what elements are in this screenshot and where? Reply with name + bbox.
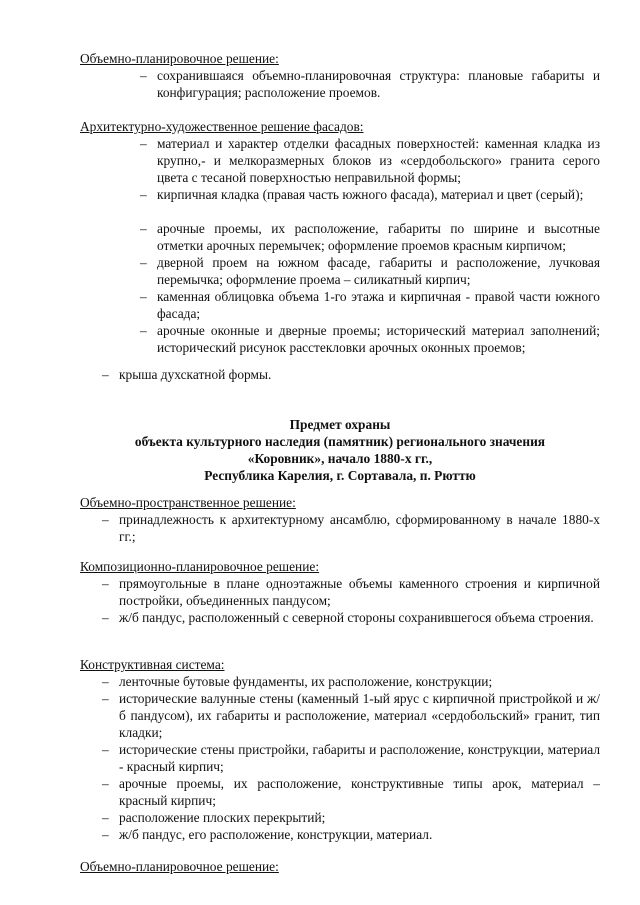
list-item-text: ж/б пандус, расположенный с северной стороны сохранившегося объема строения. bbox=[119, 610, 594, 625]
dash-bullet: – bbox=[102, 610, 109, 625]
list-item bbox=[102, 673, 600, 690]
list-item-text: ж/б пандус, его расположение, конструкции, материал. bbox=[119, 827, 433, 842]
dash-bullet: – bbox=[102, 810, 109, 825]
dash-bullet: – bbox=[102, 367, 109, 382]
list-item bbox=[140, 67, 600, 101]
list-item-text: арочные оконные и дверные проемы; исторический материал заполнений; исторический рисунок расстекловки арочных оконных проемов; bbox=[157, 323, 600, 355]
list-item-text: исторические стены пристройки, габариты и расположение, конструкции, материал - красный кирпич; bbox=[119, 742, 600, 774]
list-item bbox=[140, 322, 600, 356]
dash-bullet: – bbox=[140, 221, 147, 236]
list-item bbox=[102, 741, 600, 775]
list-item-text: арочные проемы, их расположение, габариты по ширине и высотные отметки арочных перемычек; оформление проемов красным кирпичом; bbox=[157, 221, 600, 253]
list-item-text: прямоугольные в плане одноэтажные объемы каменного строения и кирпичной постройки, объединенных пандусом; bbox=[119, 576, 600, 608]
list-item-text: ленточные бутовые фундаменты, их расположение, конструкции; bbox=[119, 674, 493, 689]
list-item bbox=[140, 254, 600, 288]
list-item bbox=[102, 809, 600, 826]
dash-bullet: – bbox=[140, 255, 147, 270]
dash-bullet: – bbox=[140, 187, 147, 202]
list-item-text: крыша духскатной формы. bbox=[119, 367, 272, 382]
list-item-text: арочные проемы, их расположение, конструктивные типы арок, материал – красный кирпич; bbox=[119, 776, 600, 808]
dash-bullet: – bbox=[102, 691, 109, 706]
dash-bullet: – bbox=[102, 776, 109, 791]
section-heading-facades: Архитектурно-художественное решение фасадов: bbox=[80, 119, 364, 134]
list-item-text: материал и характер отделки фасадных поверхностей: каменная кладка из крупно,- и мелкоразмерных блоков из «сердобольского» гранита серого цвета с тесаной поверхностью неправильной формы; bbox=[157, 136, 600, 185]
list-item bbox=[102, 609, 600, 626]
dash-bullet: – bbox=[102, 742, 109, 757]
list-item bbox=[102, 511, 600, 545]
list-item bbox=[102, 690, 600, 741]
title-line: «Коровник», начало 1880-х гг., bbox=[247, 451, 433, 466]
list-item-text: каменная облицовка объема 1-го этажа и кирпичная - правой части южного фасада; bbox=[157, 289, 600, 321]
list-item bbox=[140, 288, 600, 322]
title-line: объекта культурного наследия (памятник) регионального значения bbox=[134, 434, 546, 449]
list-item-text: сохранившаяся объемно-планировочная структура: плановые габариты и конфигурация; расположение проемов. bbox=[157, 68, 600, 100]
section-heading-volume-planning: Объемно-планировочное решение: bbox=[80, 51, 279, 66]
section-heading-structural: Конструктивная система: bbox=[80, 657, 225, 672]
list-item bbox=[102, 826, 600, 843]
list-item-text: исторические валунные стены (каменный 1-ый ярус с кирпичной пристройкой и ж/б пандусом), их габариты и расположение, материал «сердобольский» гранит, тип кладки; bbox=[119, 691, 600, 740]
list-item-text: расположение плоских перекрытий; bbox=[119, 810, 326, 825]
section-heading-spatial: Объемно-пространственное решение: bbox=[80, 495, 296, 510]
dash-bullet: – bbox=[102, 827, 109, 842]
list-item-text: кирпичная кладка (правая часть южного фасада), материал и цвет (серый); bbox=[157, 187, 584, 202]
dash-bullet: – bbox=[140, 136, 147, 151]
title-line: Республика Карелия, г. Сортавала, п. Рюттю bbox=[204, 468, 476, 483]
section-heading-volume-planning-2: Объемно-планировочное решение: bbox=[80, 859, 279, 874]
list-item bbox=[140, 186, 600, 203]
dash-bullet: – bbox=[102, 576, 109, 591]
document-title bbox=[80, 416, 600, 484]
list-item-text: принадлежность к архитектурному ансамблю, сформированному в начале 1880-х гг.; bbox=[119, 512, 600, 544]
dash-bullet: – bbox=[102, 512, 109, 527]
section-heading-composition: Композиционно-планировочное решение: bbox=[80, 559, 320, 574]
list-item bbox=[140, 220, 600, 254]
dash-bullet: – bbox=[102, 674, 109, 689]
list-item bbox=[102, 575, 600, 609]
dash-bullet: – bbox=[140, 289, 147, 304]
dash-bullet: – bbox=[140, 68, 147, 83]
list-item bbox=[140, 135, 600, 186]
list-item-text: дверной проем на южном фасаде, габариты и расположение, лучковая перемычка; оформление проема – силикатный кирпич; bbox=[157, 255, 600, 287]
list-item bbox=[102, 366, 600, 383]
title-line: Предмет охраны bbox=[289, 417, 391, 432]
list-item bbox=[102, 775, 600, 809]
dash-bullet: – bbox=[140, 323, 147, 338]
